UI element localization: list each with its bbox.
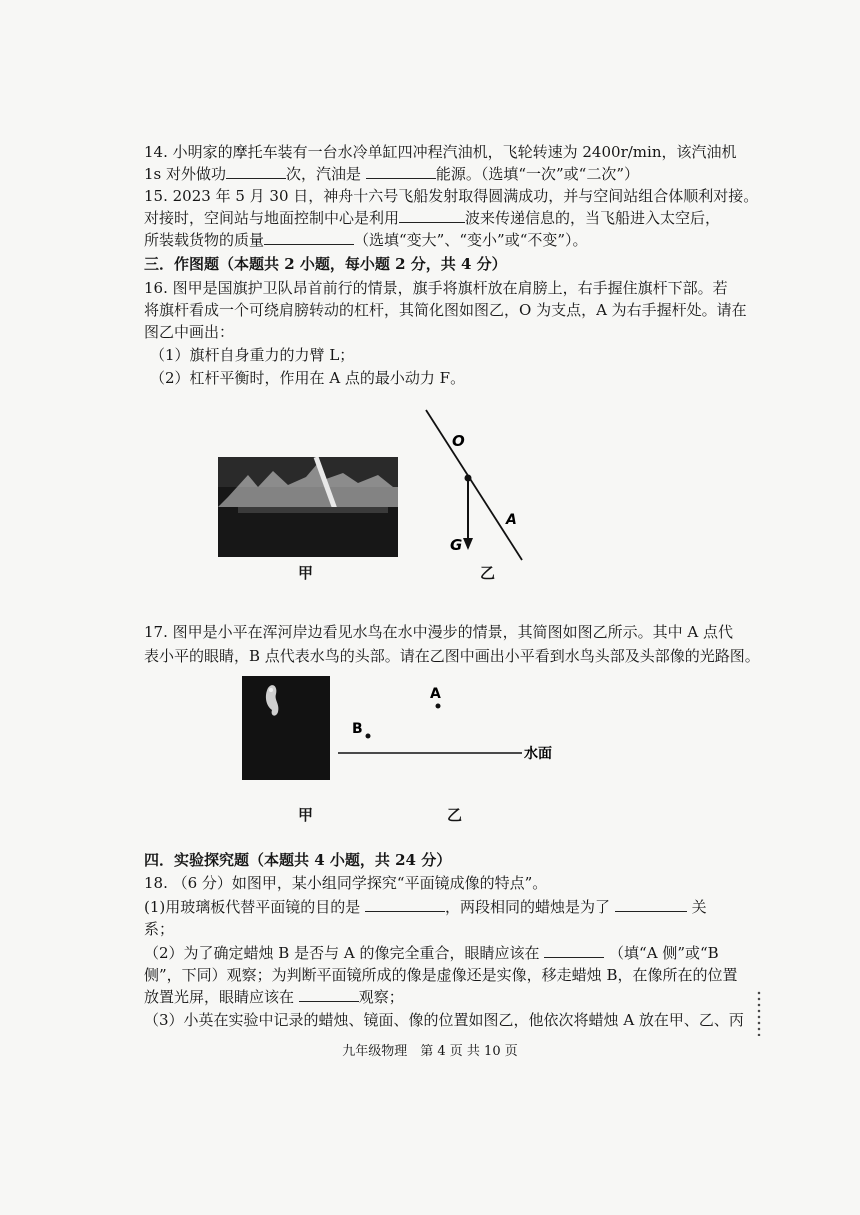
q14-line2 <box>144 162 734 186</box>
q15-blank-1[interactable] <box>399 208 465 223</box>
q18-line1: 18. （6 分）如图甲，某小组同学探究“平面镜成像的特点”。 <box>144 874 548 892</box>
binding-dots <box>757 990 761 1036</box>
q17-photo-water-bird <box>242 676 330 780</box>
q18-p2-text-a: （2）为了确定蜡烛 B 是否与 A 的像完全重合，眼睛应该在 <box>144 944 540 962</box>
q18-p1-text-c: 关 <box>691 898 707 916</box>
q18-blank-1[interactable] <box>365 897 445 912</box>
q17-line2: 表小平的眼睛，B 点代表水鸟的头部。请在乙图中画出小平看到水鸟头部及头部像的光路图。 <box>144 647 760 665</box>
q16-fig-yi-label: 乙 <box>480 564 496 582</box>
bird-head-point-b <box>366 734 371 739</box>
q18-blank-4[interactable] <box>299 987 359 1002</box>
water-surface-label: 水面 <box>524 746 552 762</box>
q16-fig-jia-label: 甲 <box>298 564 314 582</box>
q17-fig-yi-label: 乙 <box>447 806 463 824</box>
point-b-label: B <box>352 721 363 737</box>
q18-part1-cont: 系； <box>144 920 175 938</box>
q17-line1: 17. 图甲是小平在浑河岸边看见水鸟在水中漫步的情景，其简图如图乙所示。其中 A 点代 <box>144 623 733 641</box>
q16-lever-diagram <box>410 400 550 580</box>
page-footer: 九年级物理 第 4 页 共 10 页 <box>342 1044 518 1059</box>
water-bird-silhouette <box>242 676 330 780</box>
q18-part3: （3）小英在实验中记录的蜡烛、镜面、像的位置如图乙，他依次将蜡烛 A 放在甲、乙、丙 <box>144 1011 744 1029</box>
q14-line1: 14. 小明家的摩托车装有一台水冷单缸四冲程汽油机，飞轮转速为 2400r/min，该汽油机 <box>144 143 737 161</box>
q18-blank-3[interactable] <box>544 943 604 958</box>
q17-fig-jia-label: 甲 <box>298 806 314 824</box>
gravity-g-label: G <box>450 536 463 554</box>
q15-line1: 15. 2023 年 5 月 30 日，神舟十六号飞船发射取得圆满成功，并与空间站组合体顺利对接。 <box>144 187 759 205</box>
q15-text-a: 对接时，空间站与地面控制中心是利用 <box>144 209 400 227</box>
q18-p1-text-a: (1)用玻璃板代替平面镜的目的是 <box>144 898 361 916</box>
gravity-arrowhead <box>463 538 473 550</box>
section4-title: 四．实验探究题（本题共 4 小题，共 24 分） <box>144 851 452 869</box>
q18-p2-text-b: （填“A 侧”或“B <box>609 944 719 962</box>
q15-text-d: （选填“变大”、“变小”或“不变”）。 <box>354 231 588 249</box>
q18-p2-text-e: 观察； <box>358 988 404 1006</box>
q14-text-a: 1s 对外做功 <box>144 165 227 183</box>
q18-p1-text-b: ，两段相同的蜡烛是为了 <box>445 898 611 916</box>
q16-photo-honor-guard <box>218 457 398 557</box>
point-a-label: A <box>430 686 441 702</box>
q15-blank-2[interactable] <box>264 230 354 245</box>
section3-title: 三．作图题（本题共 2 小题，每小题 2 分，共 4 分） <box>144 255 507 273</box>
q18-part2 <box>144 941 734 965</box>
q18-p2-text-d: 放置光屏，眼睛应该在 <box>144 988 295 1006</box>
honor-guard-silhouette <box>218 457 398 557</box>
q15-text-c: 所装载货物的质量 <box>144 231 265 249</box>
q14-text-c: 能源。（选填“一次”或“二次”） <box>435 165 639 183</box>
q16-item2: （2）杠杆平衡时，作用在 A 点的最小动力 F。 <box>150 369 466 387</box>
flagpole-line <box>426 410 522 560</box>
q15-line2 <box>144 206 734 230</box>
point-o-label: O <box>452 432 465 450</box>
q15-text-b: 波来传递信息的，当飞船进入太空后， <box>465 209 721 227</box>
q15-line3 <box>144 228 734 252</box>
q17-optics-diagram <box>338 680 568 780</box>
q16-line1: 16. 图甲是国旗护卫队昂首前行的情景，旗手将旗杆放在肩膀上，右手握住旗杆下部。若 <box>144 279 728 297</box>
q18-part1 <box>144 895 734 919</box>
q18-part2-cont2 <box>144 985 734 1009</box>
q18-blank-2[interactable] <box>615 897 687 912</box>
q14-blank-2[interactable] <box>366 164 436 179</box>
q18-part2-cont: 侧”，下同）观察；为判断平面镜所成的像是虚像还是实像，移走蜡烛 B，在像所在的位置 <box>144 966 738 984</box>
q14-text-b: 次，汽油是 <box>286 165 362 183</box>
q14-blank-1[interactable] <box>226 164 286 179</box>
point-a-label: A <box>506 512 517 528</box>
q16-item1: （1）旗杆自身重力的力臂 L； <box>150 346 355 364</box>
q16-line2: 将旗杆看成一个可绕肩膀转动的杠杆，其简化图如图乙，O 为支点，A 为右手握杆处。请在 <box>144 301 747 319</box>
eye-point-a <box>436 704 441 709</box>
q16-line3: 图乙中画出： <box>144 323 235 341</box>
